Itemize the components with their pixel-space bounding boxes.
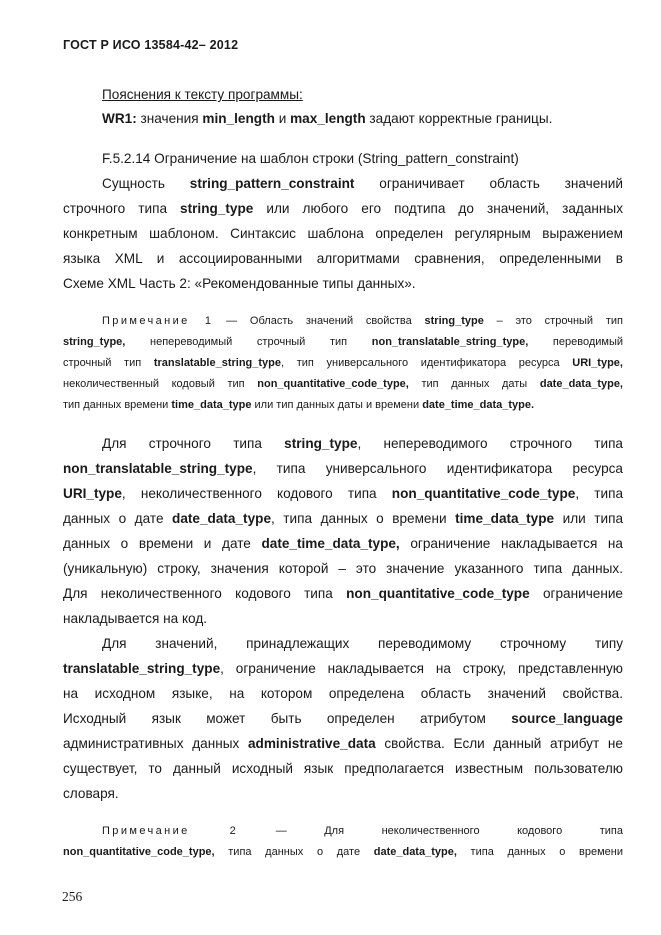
para2-line: данных о времени и дате date_time_data_type, ограничение накладывается на bbox=[63, 536, 623, 551]
para3-line: Исходный язык может быть определен атрибутом source_language bbox=[63, 711, 623, 726]
para3-line: Для значений, принадлежащих переводимому строчному типу bbox=[102, 636, 623, 651]
notes-heading: Пояснения к тексту программы: bbox=[102, 87, 303, 102]
para3-line: на исходном языке, на котором определена область значений свойства. bbox=[63, 686, 623, 701]
note2-line: non_quantitative_code_type, типа данных о дате date_data_type, типа данных о времени bbox=[63, 846, 624, 858]
para2-line: Для строчного типа string_type, непереводимого строчного типа bbox=[102, 436, 623, 451]
para2-line: non_translatable_string_type, типа универсального идентификатора ресурса bbox=[63, 461, 623, 476]
para3-line: словаря. bbox=[63, 786, 119, 801]
para3-line: административных данных administrative_data свойства. Если данный атрибут не bbox=[63, 736, 623, 751]
note1-line: Примечание 1 — Область значений свойства string_type – это строчный тип bbox=[102, 315, 623, 327]
para1-line: конкретным шаблоном. Синтаксис шаблона определен регулярным выражением bbox=[63, 226, 623, 241]
para2-line: (уникальную) строку, значения которой – это значение указанного типа данных. bbox=[63, 561, 623, 576]
para2-line: накладывается на код. bbox=[63, 611, 208, 626]
wr1-line: WR1: значения min_length и max_length задают корректные границы. bbox=[102, 111, 553, 126]
para1-line: Схеме XML Часть 2: «Рекомендованные типы данных». bbox=[63, 276, 416, 291]
para2-line: Для неколичественного кодового типа non_quantitative_code_type ограничение bbox=[63, 586, 623, 601]
note1-line: тип данных времени time_data_type или тип данных даты и времени date_time_data_type. bbox=[63, 399, 535, 411]
para3-line: существует, то данный исходный язык предполагается известным пользователю bbox=[63, 761, 623, 776]
para3-line: translatable_string_type, ограничение накладывается на строку, представленную bbox=[63, 661, 623, 676]
para1-line: Сущность string_pattern_constraint ограничивает область значений bbox=[102, 176, 623, 191]
para1-line: строчного типа string_type или любого его подтипа до значений, заданных bbox=[63, 201, 623, 216]
page-number: 256 bbox=[62, 889, 83, 904]
para2-line: URI_type, неколичественного кодового типа non_quantitative_code_type, типа bbox=[63, 486, 624, 501]
note1-line: string_type, непереводимый строчный тип non_translatable_string_type, переводимый bbox=[63, 336, 623, 348]
document-code: ГОСТ Р ИСО 13584-42– 2012 bbox=[63, 38, 239, 52]
section-title: F.5.2.14 Ограничение на шаблон строки (String_pattern_constraint) bbox=[102, 151, 519, 166]
para1-line: языка XML и ассоциированными алгоритмами сравнения, определенными в bbox=[63, 251, 623, 266]
note1-line: неколичественный кодовый тип non_quantitative_code_type, тип данных даты date_data_type, bbox=[63, 378, 623, 390]
note1-line: строчный тип translatable_string_type, тип универсального идентификатора ресурса URI_type, bbox=[63, 357, 623, 369]
para2-line: данных о дате date_data_type, типа данных о времени time_data_type или типа bbox=[63, 511, 624, 526]
note2-line: Примечание 2 — Для неколичественного кодового типа bbox=[102, 825, 623, 837]
